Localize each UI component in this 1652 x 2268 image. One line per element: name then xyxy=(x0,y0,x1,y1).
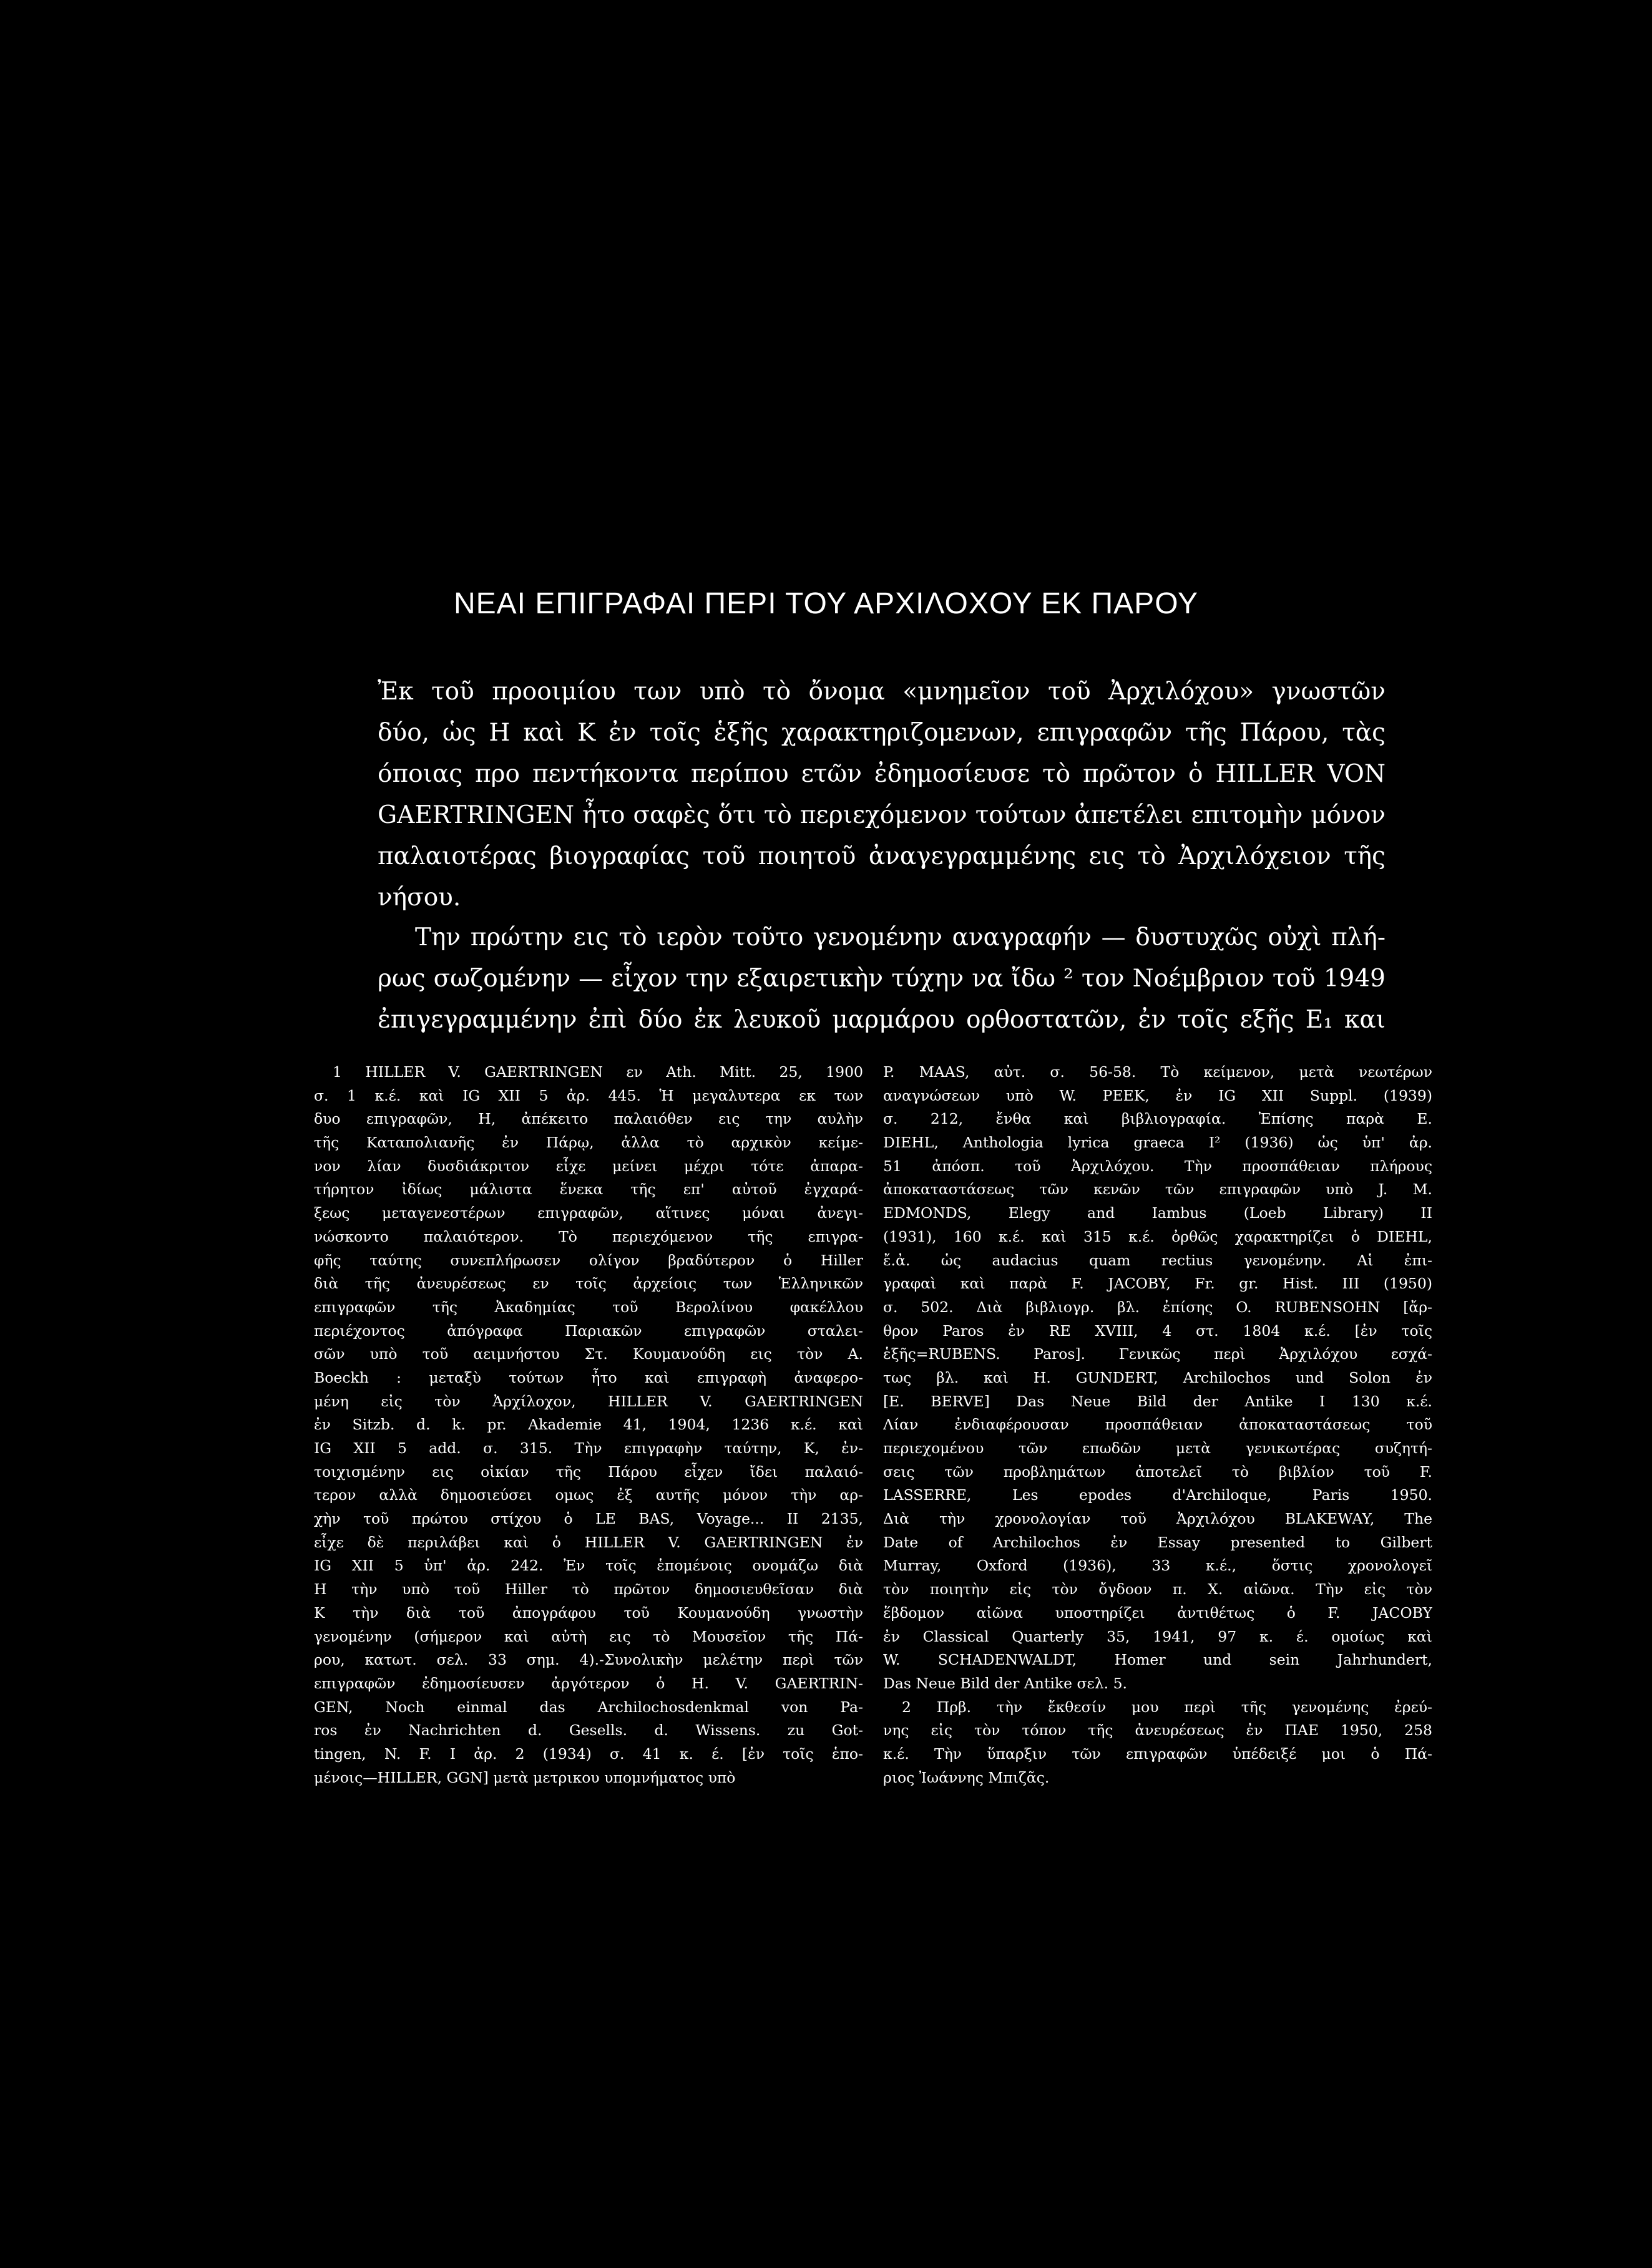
body-line: παλαιοτέρας βιογραφίας τοῦ ποιητοῦ ἀναγεγραμμένης εις τὸ Ἀρχιλόχειον τῆς xyxy=(378,842,1386,870)
footnote-line: μένη εἰς τὸν Ἀρχίλοχον, HILLER V. GAERTRINGEN xyxy=(314,1392,863,1410)
footnote-line: σεις τῶν προβλημάτων ἀποτελεῖ τὸ βιβλίον τοῦ F. xyxy=(883,1463,1432,1481)
footnote-line: Das Neue Bild der Antike σελ. 5. xyxy=(883,1674,1127,1692)
footnote-line: γραφαὶ καὶ παρὰ F. JACOBY, Fr. gr. Hist. III (1950) xyxy=(883,1275,1432,1293)
footnote-line: 51 ἀπόσπ. τοῦ Ἀρχιλόχου. Τὴν προσπάθειαν πλήρους xyxy=(883,1157,1432,1175)
footnotes-right-column xyxy=(883,1061,1432,1789)
footnote-line: ἀποκαταστάσεως τῶν κενῶν τῶν επιγραφῶν υπὸ J. M. xyxy=(883,1180,1432,1199)
footnote-line: σ. 212, ἔνθα καὶ βιβλιογραφία. Ἐπίσης παρὰ E. xyxy=(883,1110,1432,1128)
footnote-line: Murray, Oxford (1936), 33 κ.έ., ὅστις χρονολογεῖ xyxy=(883,1557,1432,1575)
footnote-line: P. MAAS, αὐτ. σ. 56-58. Τὸ κείμενον, μετὰ νεωτέρων xyxy=(883,1063,1432,1081)
footnote-line: Κ τὴν διὰ τοῦ ἀπογράφου τοῦ Κουμανούδη γνωστὴν xyxy=(314,1604,863,1622)
footnote-line: ἐν Classical Quarterly 35, 1941, 97 κ. έ. ομοίως καὶ xyxy=(883,1627,1432,1645)
footnote-line: ἑξῆς=RUBENS. Paros]. Γενικῶς περὶ Ἀρχιλόχου εσχά- xyxy=(883,1345,1432,1363)
footnote-line: φῆς ταύτης συνεπλήρωσεν ολίγον βραδύτερον ὁ Hiller xyxy=(314,1251,863,1269)
footnote-line: νον λίαν δυσδιάκριτον εἶχε μείνει μέχρι τότε ἀπαρα- xyxy=(314,1157,863,1175)
footnote-line: IG XII 5 ὑπ' ἀρ. 242. Ἐν τοῖς ἑπομένοις ονομάζω διὰ xyxy=(314,1557,863,1575)
footnote-line: Η τὴν υπὸ τοῦ Hiller τὸ πρῶτον δημοσιευθεῖσαν διὰ xyxy=(314,1580,863,1599)
footnote-line: tingen, N. F. I ἀρ. 2 (1934) σ. 41 κ. έ. [ἐν τοῖς ἑπο- xyxy=(314,1745,863,1763)
footnote-line: [E. BERVE] Das Neue Bild der Antike I 130 κ.έ. xyxy=(883,1392,1432,1410)
footnote-line: ἕβδομον αἰῶνα υποστηρίζει ἀντιθέτως ὁ F. JACOBY xyxy=(883,1604,1432,1622)
footnote-line: ros ἐν Nachrichten d. Gesells. d. Wissens. zu Got- xyxy=(314,1721,863,1740)
paragraph-1 xyxy=(378,671,1386,918)
body-line: νήσου. xyxy=(378,883,461,912)
footnote-line: τως βλ. καὶ H. GUNDERT, Archilochos und Solon ἐν xyxy=(883,1368,1432,1386)
footnote-line: W. SCHADENWALDT, Homer und sein Jahrhundert, xyxy=(883,1651,1432,1669)
body-line: ρως σωζομένην — εἶχον την εξαιρετικὴν τύχην να ἴδω ² τον Νοέμβριον τοῦ 1949 xyxy=(378,965,1386,993)
footnote-line: τῆς Καταπολιανῆς ἐν Πάρῳ, ἀλλα τὸ αρχικὸν κείμε- xyxy=(314,1134,863,1152)
footnote-line: γενομένην (σήμερον καὶ αὐτὴ εις τὸ Μουσεῖον τῆς Πά- xyxy=(314,1627,863,1645)
paragraph-2 xyxy=(378,917,1386,1041)
footnote-line: Διὰ τὴν χρονολογίαν τοῦ Ἀρχιλόχου BLAKEWAY, The xyxy=(883,1510,1432,1528)
footnotes-left-column xyxy=(314,1061,863,1789)
body-line: δύο, ὡς Η καὶ Κ ἐν τοῖς ἑξῆς χαρακτηριζομενων, επιγραφῶν τῆς Πάρου, τὰς xyxy=(378,719,1386,747)
footnote-line: σ. 502. Διὰ βιβλιογρ. βλ. ἐπίσης O. RUBENSOHN [ἄρ- xyxy=(883,1298,1432,1316)
footnote-line: 2 Πρβ. τὴν ἔκθεσίν μου περὶ τῆς γενομένης ἐρεύ- xyxy=(902,1698,1432,1716)
footnote-line: τὸν ποιητὴν εἰς τὸν ὄγδοον π. Χ. αἰῶνα. Τὴν εἰς τὸν xyxy=(883,1580,1432,1599)
footnote-line: ρου, κατωτ. σελ. 33 σημ. 4).-Συνολικὴν μελέτην περὶ τῶν xyxy=(314,1651,863,1669)
footnote-line: (1931), 160 κ.έ. καὶ 315 κ.έ. ὀρθῶς χαρακτηρίζει ὁ DIEHL, xyxy=(883,1227,1432,1245)
footnote-line: IG XII 5 add. σ. 315. Τὴν επιγραφὴν ταύτην, Κ, ἐν- xyxy=(314,1439,863,1457)
footnote-line: νης εἰς τὸν τόπον τῆς ἀνευρέσεως ἐν ΠΑΕ 1950, 258 xyxy=(883,1721,1432,1740)
footnote-line: εἶχε δὲ περιλάβει καὶ ὁ HILLER V. GAERTRINGEN ἐν xyxy=(314,1533,863,1551)
body-line: Ἐκ τοῦ προοιμίου των υπὸ τὸ ὄνομα «μνημεῖον τοῦ Ἀρχιλόχου» γνωστῶν xyxy=(378,678,1386,706)
footnote-line: δυο επιγραφῶν, Η, ἀπέκειτο παλαιόθεν εις την αυλὴν xyxy=(314,1110,863,1128)
footnote-line: τήρητον ἰδίως μάλιστα ἕνεκα τῆς επ' αὐτοῦ ἐγχαρά- xyxy=(314,1180,863,1199)
footnote-line: ξεως μεταγενεστέρων επιγραφῶν, αἵτινες μόναι ἀνεγι- xyxy=(314,1204,863,1222)
footnote-line: ριος Ἰωάννης Μπιζᾶς. xyxy=(883,1768,1050,1786)
footnote-line: τερον αλλὰ δημοσιεύσει ομως ἐξ αυτῆς μόνον τὴν αρ- xyxy=(314,1486,863,1504)
article-title: ΝΕΑΙ ΕΠΙΓΡΑΦΑΙ ΠΕΡΙ ΤΟΥ ΑΡΧΙΛΟΧΟΥ ΕΚ ΠΑΡΟΥ xyxy=(453,587,1198,620)
footnote-line: περιέχοντος ἀπόγραφα Παριακῶν επιγραφῶν σταλει- xyxy=(314,1321,863,1340)
footnote-line: ἔ.ἀ. ὡς audacius quam rectius γενομένην. Αἱ ἐπι- xyxy=(883,1251,1432,1269)
footnote-line: GEN, Noch einmal das Archilochosdenkmal von Pa- xyxy=(314,1698,863,1716)
body-line: GAERTRINGEN ἦτο σαφὲς ὅτι τὸ περιεχόμενον τούτων ἀπετέλει επιτομὴν μόνον xyxy=(378,801,1386,829)
footnote-line: σ. 1 κ.έ. καὶ IG XII 5 ἀρ. 445. Ἡ μεγαλυτερα εκ των xyxy=(314,1086,863,1104)
footnote-line: DIEHL, Anthologia lyrica graeca I² (1936) ὡς ὑπ' ἀρ. xyxy=(883,1134,1432,1152)
footnote-line: περιεχομένου τῶν επωδῶν μετὰ γενικωτέρας συζητή- xyxy=(883,1439,1432,1457)
footnote-line: τοιχισμένην εις οἰκίαν τῆς Πάρου εἶχεν ἴδει παλαιό- xyxy=(314,1463,863,1481)
footnote-line: χὴν τοῦ πρώτου στίχου ὁ LE BAS, Voyage... II 2135, xyxy=(314,1510,863,1528)
footnote-line: Boeckh : μεταξὺ τούτων ἦτο καὶ επιγραφὴ ἀναφερο- xyxy=(314,1368,863,1386)
footnote-line: θρον Paros ἐν RE XVIII, 4 στ. 1804 κ.έ. [ἐν τοῖς xyxy=(883,1321,1432,1340)
footnote-line: 1 HILLER V. GAERTRINGEN εν Ath. Mitt. 25, 1900 xyxy=(333,1063,863,1081)
footnote-line: νώσκοντο παλαιότερον. Τὸ περιεχόμενον τῆς επιγρα- xyxy=(314,1227,863,1245)
footnote-line: EDMONDS, Elegy and Iambus (Loeb Library) II xyxy=(883,1204,1432,1222)
footnote-line: επιγραφῶν τῆς Ἀκαδημίας τοῦ Βερολίνου φακέλλου xyxy=(314,1298,863,1316)
footnote-line: αναγνώσεων υπὸ W. PEEK, ἐν IG XII Suppl. (1939) xyxy=(883,1086,1432,1104)
footnote-line: διὰ τῆς ἀνευρέσεως εν τοῖς ἀρχείοις των Ἑλληνικῶν xyxy=(314,1275,863,1293)
footnote-line: Date of Archilochos ἐν Essay presented to Gilbert xyxy=(883,1533,1432,1551)
footnote-line: ἐν Sitzb. d. k. pr. Akademie 41, 1904, 1236 κ.έ. καὶ xyxy=(314,1416,863,1434)
footnote-line: Λίαν ἐνδιαφέρουσαν προσπάθειαν ἀποκαταστάσεως τοῦ xyxy=(883,1416,1432,1434)
footnote-line: σῶν υπὸ τοῦ αειμνήστου Στ. Κουμανούδη εις τὸν Α. xyxy=(314,1345,863,1363)
body-line: Την πρώτην εις τὸ ιερὸν τοῦτο γενομένην αναγραφήν — δυστυχῶς οὐχὶ πλή- xyxy=(415,923,1386,951)
body-line: ἐπιγεγραμμένην ἐπὶ δύο ἐκ λευκοῦ μαρμάρου ορθοστατῶν, ἐν τοῖς εξῆς E₁ και xyxy=(378,1006,1386,1034)
footnote-line: μένοις—HILLER, GGN] μετὰ μετρικου υπομνήματος υπὸ xyxy=(314,1768,736,1786)
body-line: όποιας προ πεντήκοντα περίπου ετῶν ἐδημοσίευσε τὸ πρῶτον ὁ HILLER VON xyxy=(378,760,1386,788)
footnote-line: επιγραφῶν ἐδημοσίευσεν ἀργότερον ὁ H. V. GAERTRIN- xyxy=(314,1674,863,1692)
footnote-line: LASSERRE, Les epodes d'Archiloque, Paris 1950. xyxy=(883,1486,1432,1504)
footnote-line: κ.έ. Τὴν ὕπαρξιν τῶν επιγραφῶν ὑπέδειξέ μοι ὁ Πά- xyxy=(883,1745,1432,1763)
